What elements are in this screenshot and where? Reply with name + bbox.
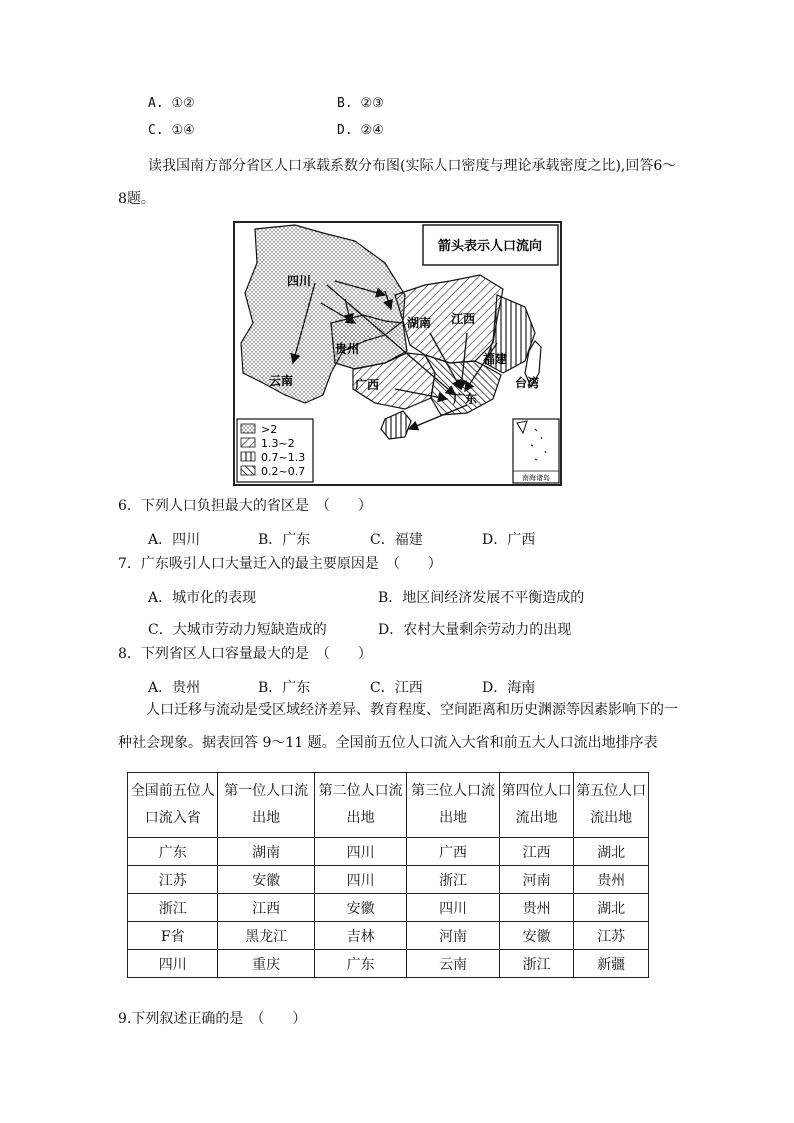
- south-sea-inset: [513, 419, 559, 483]
- table-header: 第五位人口流出地: [574, 773, 649, 838]
- table-cell: 四川: [407, 894, 499, 922]
- label-jiangxi: 江西: [451, 312, 476, 326]
- legend-1: >2: [261, 423, 278, 436]
- map-legend: [237, 419, 313, 482]
- label-sichuan: 四川: [287, 274, 312, 288]
- table-header: 第四位人口流出地: [499, 773, 574, 838]
- table-cell: 广东: [128, 838, 218, 866]
- label-fujian: 福建: [483, 352, 508, 366]
- q6-option-d: D．广西: [482, 532, 536, 548]
- table-cell: 河南: [499, 866, 574, 894]
- q8-option-c: C．江西: [370, 680, 423, 696]
- table-header-row: [128, 773, 649, 838]
- table-cell: 四川: [314, 866, 406, 894]
- inset-label: 南海诸岛: [522, 474, 550, 482]
- table-cell: 安徽: [218, 866, 314, 894]
- label-guangxi: 广西: [355, 378, 380, 392]
- label-taiwan: 台湾: [515, 376, 540, 390]
- q5-option-a: A. ①②: [148, 96, 195, 111]
- legend-2: 1.3~2: [261, 437, 295, 450]
- table-cell: 河南: [407, 922, 499, 950]
- q8-stem: 8．下列省区人口容量最大的是 （ ）: [118, 646, 372, 662]
- q8-option-d: D．海南: [482, 680, 536, 696]
- table-cell: 云南: [407, 950, 499, 978]
- q6-option-b: B．广东: [258, 532, 311, 548]
- table-cell: 黑龙江: [218, 922, 314, 950]
- table-cell: 吉林: [314, 922, 406, 950]
- map-svg: [235, 223, 560, 484]
- q6-option-c: C．福建: [370, 532, 423, 548]
- table-row: [128, 894, 649, 922]
- table-cell: 浙江: [407, 866, 499, 894]
- label-guizhou: 贵州: [335, 342, 360, 356]
- map-title: 箭头表示人口流向: [437, 239, 543, 254]
- legend-3: 0.7~1.3: [261, 451, 306, 464]
- table-row: [128, 922, 649, 950]
- table-cell: 贵州: [574, 866, 649, 894]
- table-cell: 安徽: [499, 922, 574, 950]
- table-row: [128, 866, 649, 894]
- legend-4: 0.2~0.7: [261, 465, 306, 478]
- table-cell: 安徽: [314, 894, 406, 922]
- q8-option-a: A．贵州: [148, 680, 201, 696]
- table-row: [128, 950, 649, 978]
- table-cell: 浙江: [499, 950, 574, 978]
- table-header: 第三位人口流出地: [407, 773, 499, 838]
- q5-option-d: D. ②④: [337, 123, 384, 138]
- q7-option-b: B．地区间经济发展不平衡造成的: [378, 590, 585, 606]
- q8-option-b: B．广东: [258, 680, 311, 696]
- q5-option-c: C. ①④: [148, 123, 195, 138]
- q7-option-c: C．大城市劳动力短缺造成的: [148, 622, 327, 638]
- q5-option-b: B. ②③: [337, 96, 384, 111]
- table-header: 第一位人口流出地: [218, 773, 314, 838]
- q6-stem: 6．下列人口负担最大的省区是 （ ）: [118, 498, 372, 514]
- population-map: [233, 221, 562, 486]
- table-cell: 四川: [128, 950, 218, 978]
- q9-stem: 9.下列叙述正确的是 （ ）: [118, 1011, 307, 1027]
- q7-option-a: A．城市化的表现: [148, 590, 257, 606]
- table-cell: 浙江: [128, 894, 218, 922]
- intro-6-8: 读我国南方部分省区人口承载系数分布图(实际人口密度与理论承载密度之比),回答6～8题。: [118, 158, 677, 207]
- table-cell: 贵州: [499, 894, 574, 922]
- table-cell: 江苏: [128, 866, 218, 894]
- table-cell: 重庆: [218, 950, 314, 978]
- table-cell: 新疆: [574, 950, 649, 978]
- intro-9-11: 人口迁移与流动是受区域经济差异、教育程度、空间距离和历史渊源等因素影响下的一种社会现象。据表回答 9～11 题。全国前五位人口流入大省和前五大人口流出地排序表: [118, 702, 678, 751]
- label-guangdong: 广东: [453, 392, 478, 406]
- label-hunan: 湖南: [407, 316, 432, 330]
- table-cell: F省: [128, 922, 218, 950]
- table-cell: 四川: [314, 838, 406, 866]
- q7-stem: 7．广东吸引人口大量迁入的最主要原因是 （ ）: [118, 556, 442, 572]
- q7-option-d: D．农村大量剩余劳动力的出现: [378, 622, 572, 638]
- table-row: [128, 838, 649, 866]
- table-cell: 江苏: [574, 922, 649, 950]
- table-cell: 广东: [314, 950, 406, 978]
- table-cell: 湖北: [574, 894, 649, 922]
- table-cell: 江西: [499, 838, 574, 866]
- region-hainan: [381, 411, 411, 439]
- table-cell: 广西: [407, 838, 499, 866]
- table-cell: 湖南: [218, 838, 314, 866]
- table-cell: 江西: [218, 894, 314, 922]
- q6-option-a: A．四川: [148, 532, 201, 548]
- table-header: 全国前五位人口流入省: [128, 773, 218, 838]
- table-cell: 湖北: [574, 838, 649, 866]
- table-header: 第二位人口流出地: [314, 773, 406, 838]
- label-yunnan: 云南: [269, 374, 294, 388]
- migration-table: [127, 772, 649, 978]
